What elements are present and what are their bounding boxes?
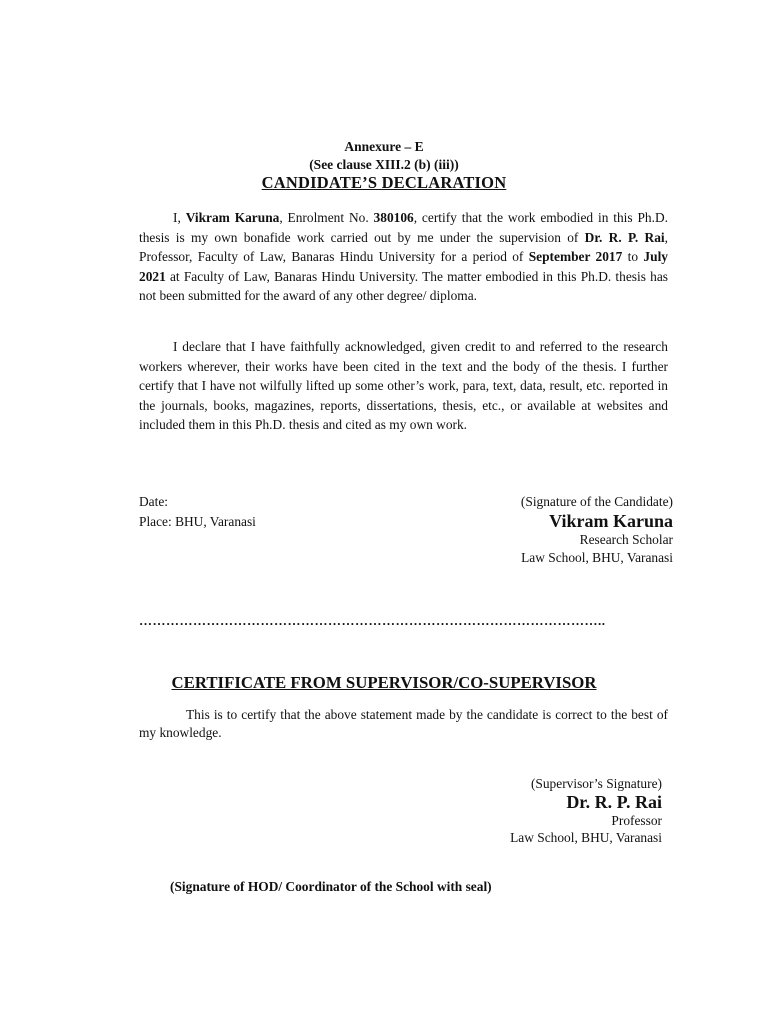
place-label: Place: BHU, Varanasi (139, 514, 256, 529)
period-end: July 2021 (139, 249, 668, 284)
candidate-signature-label: (Signature of the Candidate) (520, 494, 673, 509)
text-segment: to (622, 249, 644, 265)
candidate-school: Law School, BHU, Varanasi (521, 550, 673, 565)
candidate-signature-name: Vikram Karuna (549, 511, 673, 531)
candidate-role: Research Scholar (579, 532, 673, 547)
supervisor-name: Dr. R. P. Rai (584, 229, 665, 245)
candidate-name: Vikram Karuna (185, 210, 280, 225)
text-segment: , Professor, Faculty of Law, Banaras Hindu University for a period of (139, 229, 669, 265)
declaration-paragraph-2: I declare that I have faithfully acknowledged, given credit to and referred to the research workers wherever, their works have been cited in the text and the body of the thesis. I further certify that I have not wilfully lifted up some other’s work, para, text, data, result, etc. reported in the journals, books, magazines, reports, dissertations, thesis, etc., or available at websites and included them in this Ph.D. thesis and cited as my own work. (139, 339, 668, 433)
supervisor-role: Professor (611, 813, 662, 828)
supervisor-signature-label: (Supervisor’s Signature) (530, 776, 662, 791)
text-segment: at Faculty of Law, Banaras Hindu University. The matter embodied in this Ph.D. thesis has not been submitted for the award of any other degree/ diploma. (139, 268, 668, 304)
clause-reference: (See clause XIII.2 (b) (iii)) (309, 157, 459, 172)
declaration-paragraph-1 (139, 208, 668, 306)
supervisor-signature-name: Dr. R. P. Rai (566, 792, 662, 812)
period-start: September 2017 (528, 249, 623, 265)
text-segment: , certify that the work embodied in this Ph.D. thesis is my own bonafide work carried out by me under the supervision of (139, 210, 668, 245)
declaration-title: CANDIDATE’S DECLARATION (261, 173, 507, 192)
enrolment-number: 380106 (373, 210, 414, 225)
annexure-label: Annexure – E (344, 139, 424, 154)
dotted-separator: ………………………………………………………………………………………….. (139, 613, 606, 628)
hod-signature-label: (Signature of HOD/ Coordinator of the School with seal) (170, 879, 492, 894)
certificate-title: CERTIFICATE FROM SUPERVISOR/CO-SUPERVISOR (171, 673, 597, 692)
text-segment: , Enrolment No. (279, 210, 374, 225)
text-segment: I, (173, 210, 186, 225)
supervisor-school: Law School, BHU, Varanasi (510, 830, 662, 845)
certificate-text: This is to certify that the above statement made by the candidate is correct to the best of my knowledge. (139, 707, 668, 740)
date-label: Date: (139, 494, 168, 509)
